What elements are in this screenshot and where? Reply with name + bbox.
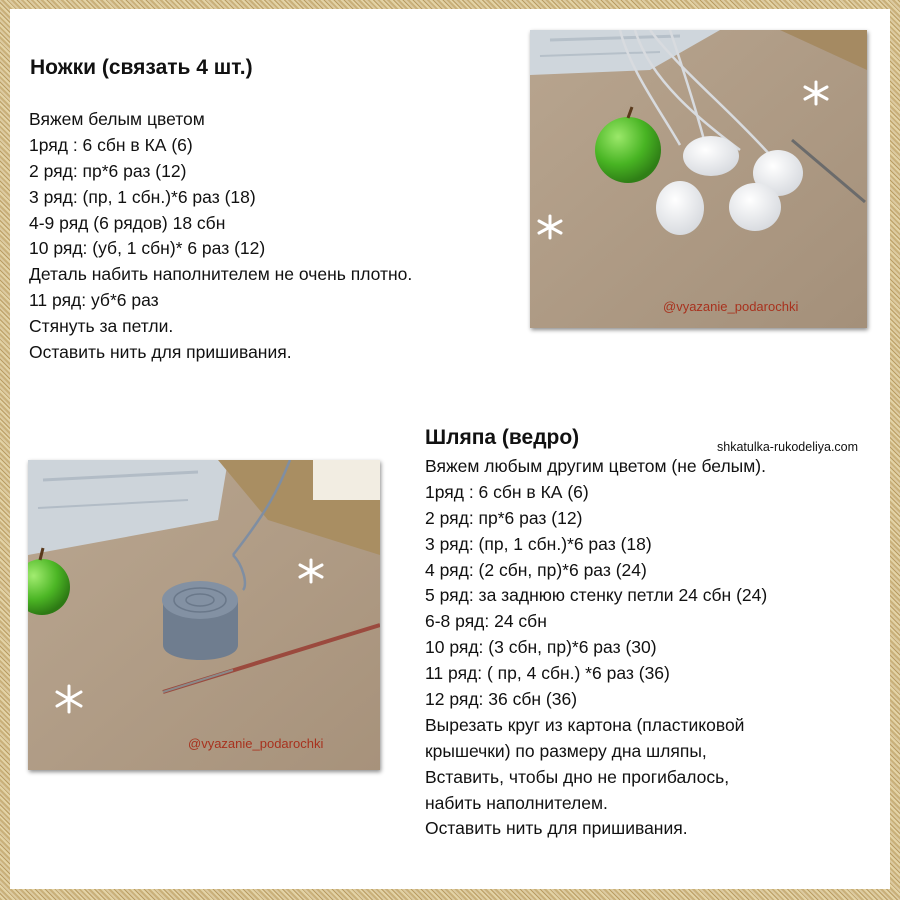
instruction-line: 12 ряд: 36 сбн (36) [425, 689, 578, 710]
instruction-line: 11 ряд: ( пр, 4 сбн.) *6 раз (36) [425, 663, 670, 684]
hat-photo-credit: @vyazanie_podarochki [188, 736, 324, 751]
instruction-line: Вяжем белым цветом [29, 109, 205, 129]
instruction-line: 4 ряд: (2 сбн, пр)*6 раз (24) [425, 559, 647, 580]
instruction-line: Оставить нить для пришивания. [29, 342, 292, 363]
legs-photo-credit: @vyazanie_podarochki [663, 299, 799, 314]
instruction-line: 2 ряд: пр*6 раз (12) [425, 507, 583, 528]
hat-photo [28, 460, 380, 770]
instruction-line: 4-9 ряд (6 рядов) 18 сбн [29, 212, 226, 233]
instruction-line: 3 ряд: (пр, 1 сбн.)*6 раз (18) [425, 533, 652, 554]
legs-instructions [29, 107, 412, 366]
instruction-line: 1ряд : 6 сбн в КА (6) [29, 134, 193, 155]
instruction-line: 1ряд : 6 сбн в КА (6) [425, 481, 589, 502]
site-watermark: shkatulka-rukodeliya.com [717, 440, 859, 454]
instruction-line: 10 ряд: (уб, 1 сбн)* 6 раз (12) [29, 238, 266, 259]
hat-heading: Шляпа (ведро) [425, 426, 580, 449]
instruction-line: 5 ряд: за заднюю стенку петли 24 сбн (24) [425, 585, 768, 606]
instruction-line: Стянуть за петли. [29, 316, 174, 337]
legs-photo-illustration [530, 30, 867, 328]
instruction-line: набить наполнителем. [425, 792, 608, 813]
instruction-line: 2 ряд: пр*6 раз (12) [29, 160, 187, 181]
instruction-line: Оставить нить для пришивания. [425, 818, 688, 839]
instruction-line: Деталь набить наполнителем не очень плотно. [29, 264, 413, 285]
instruction-line: 3 ряд: (пр, 1 сбн.)*6 раз (18) [29, 186, 256, 207]
instruction-line: Вяжем любым другим цветом (не белым). [425, 456, 766, 476]
hat-instructions [425, 454, 767, 842]
legs-photo [530, 30, 867, 328]
instruction-line: 11 ряд: уб*6 раз [29, 290, 159, 311]
legs-heading: Ножки (связать 4 шт.) [30, 56, 253, 79]
instruction-line: 6-8 ряд: 24 сбн [425, 611, 547, 632]
instruction-line: 10 ряд: (3 сбн, пр)*6 раз (30) [425, 637, 657, 658]
instruction-line: Вырезать круг из картона (пластиковой [425, 714, 745, 735]
instruction-line: крышечки) по размеру дна шляпы, [425, 740, 707, 761]
hat-photo-illustration [28, 460, 380, 770]
instruction-line: Вставить, чтобы дно не прогибалось, [425, 766, 730, 787]
